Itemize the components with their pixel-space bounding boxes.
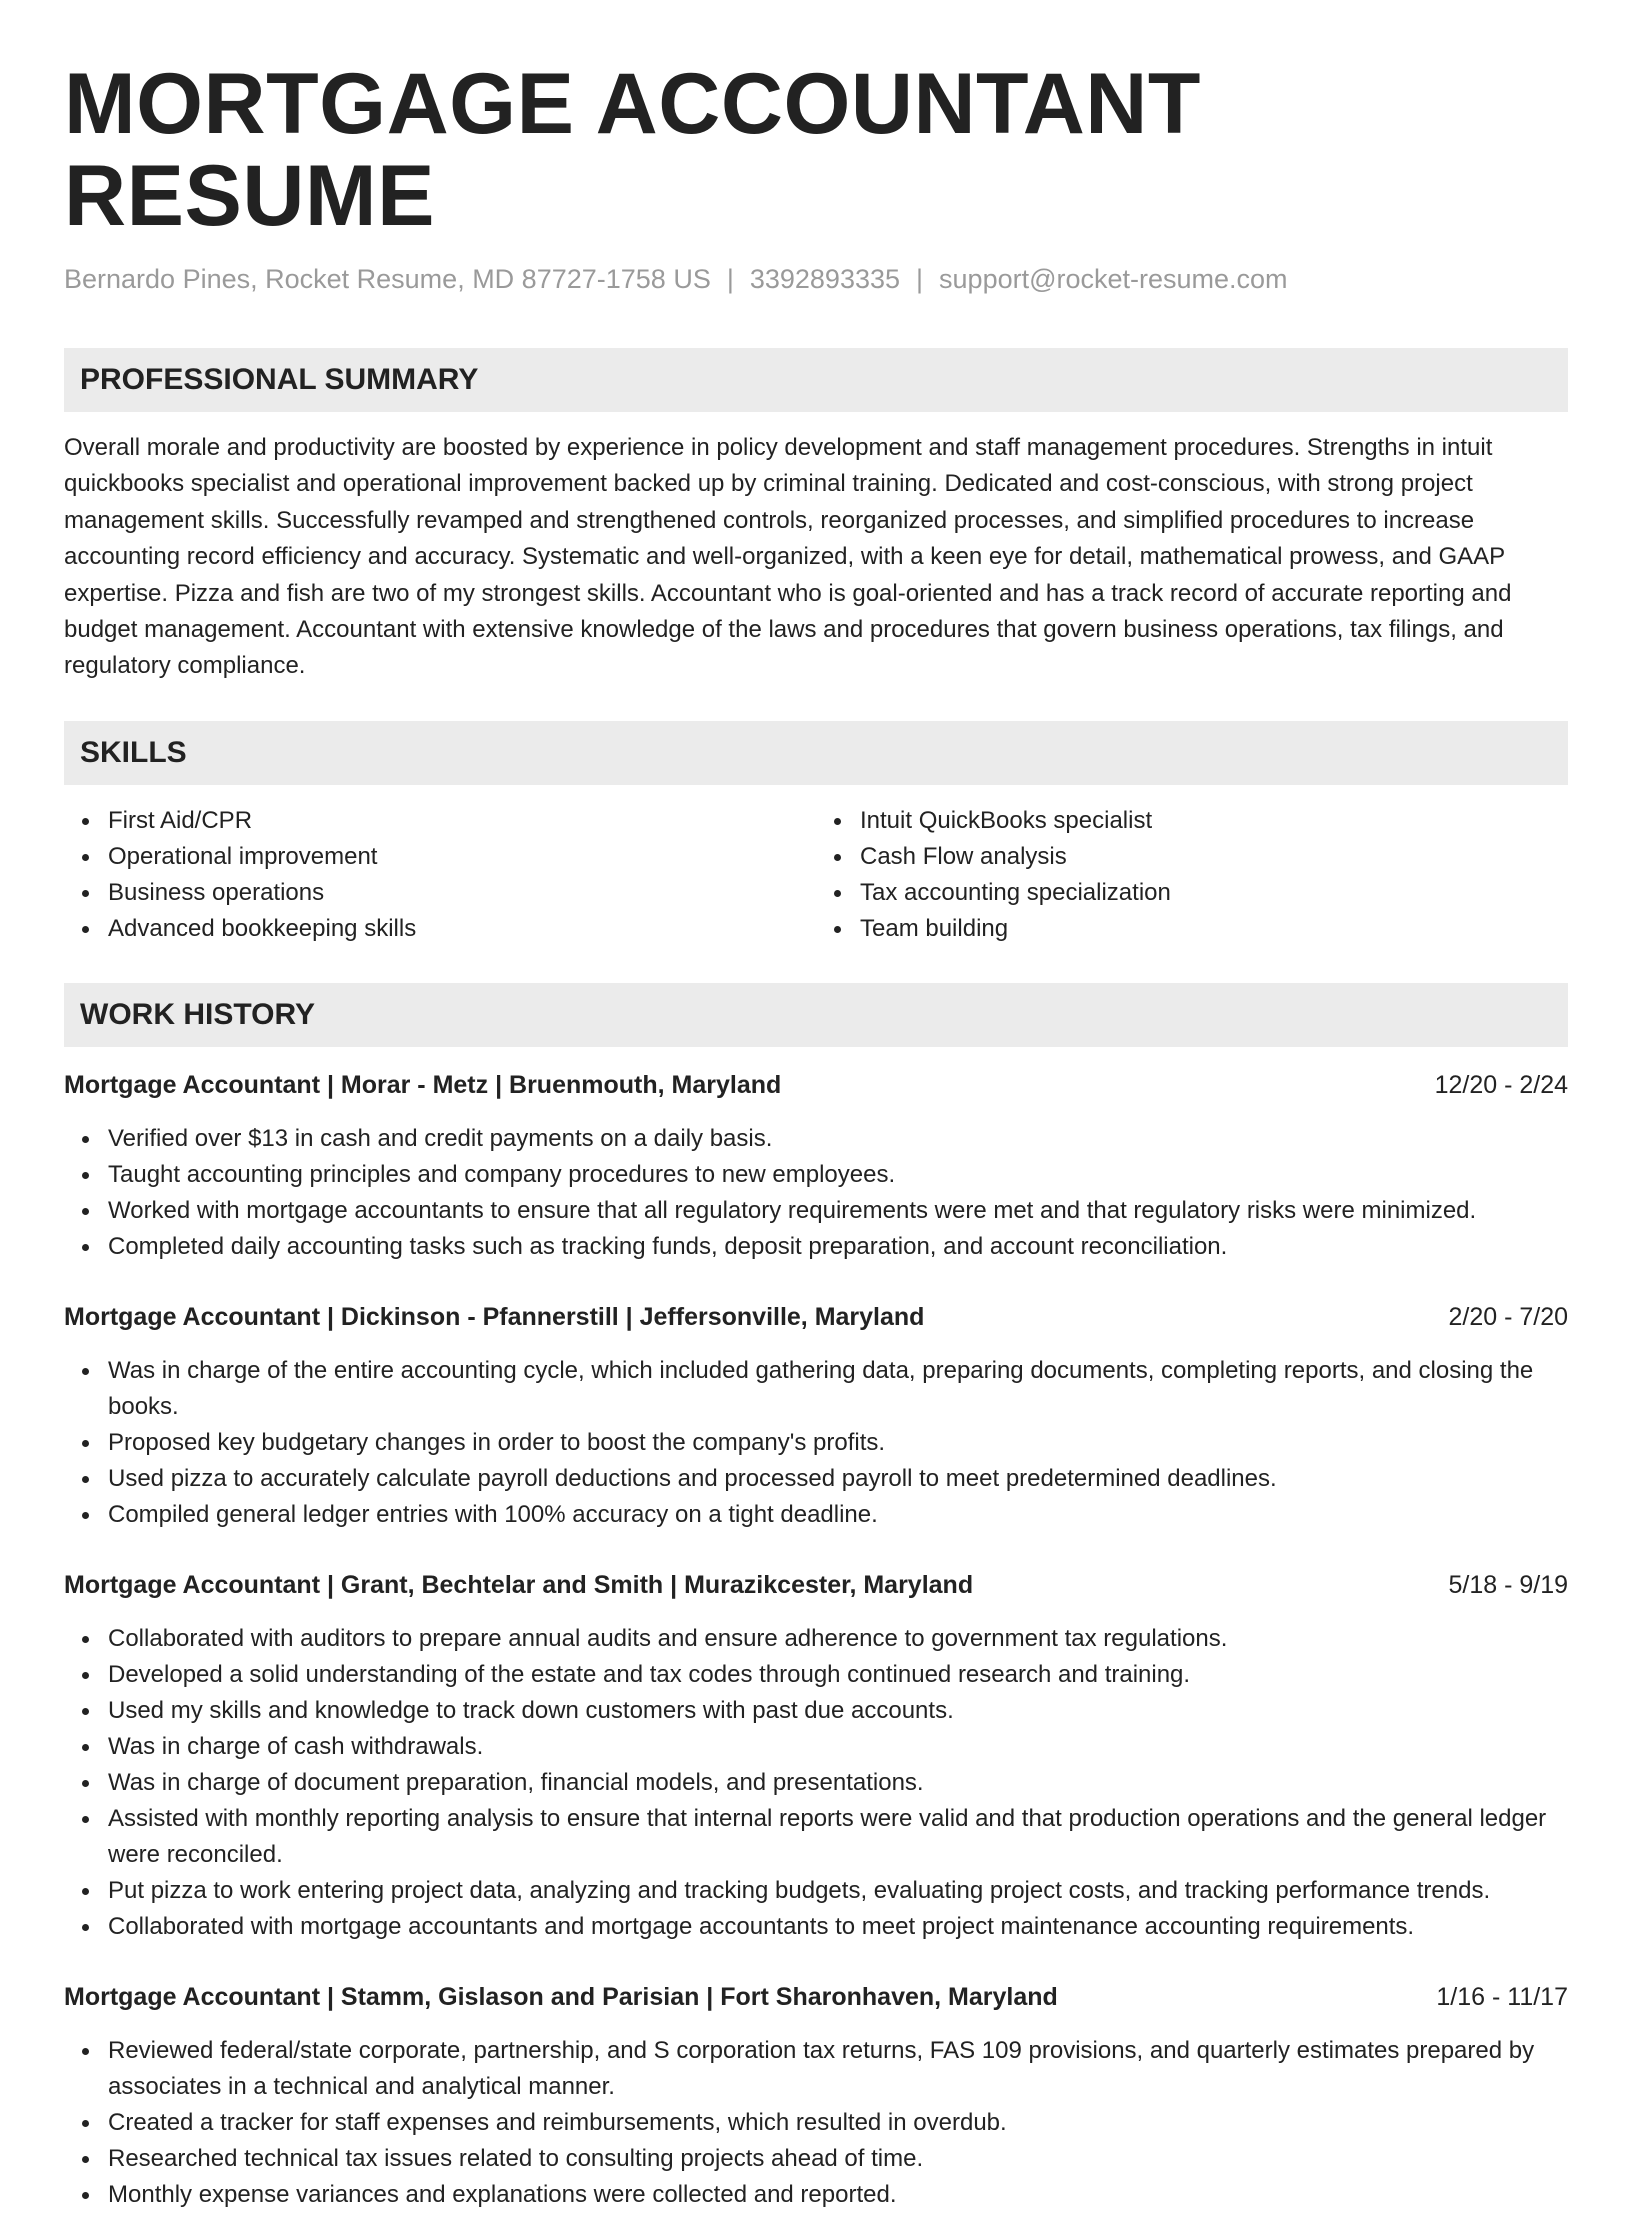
job-bullet: Used pizza to accurately calculate payroll deductions and processed payroll to meet predetermined deadlines. xyxy=(64,1461,1568,1497)
section-heading: SKILLS xyxy=(64,721,1568,785)
contact-address: Bernardo Pines, Rocket Resume, MD 87727-1758 US xyxy=(64,264,711,294)
professional-summary-section xyxy=(64,348,1568,685)
job-entry xyxy=(64,1979,1568,2213)
job-bullet: Assisted with monthly reporting analysis to ensure that internal reports were valid and that production operations and the general ledger were reconciled. xyxy=(64,1801,1568,1873)
job-header xyxy=(64,1067,1568,1103)
job-bullet: Compiled general ledger entries with 100% accuracy on a tight deadline. xyxy=(64,1497,1568,1533)
job-bullet: Monthly expense variances and explanations were collected and reported. xyxy=(64,2177,1568,2213)
job-header xyxy=(64,1979,1568,2015)
skills-column-right xyxy=(816,803,1568,947)
job-dates: 12/20 - 2/24 xyxy=(1434,1070,1568,1099)
job-bullet: Worked with mortgage accountants to ensure that all regulatory requirements were met and that regulatory risks were minimized. xyxy=(64,1193,1568,1229)
skill-item: First Aid/CPR xyxy=(64,803,816,839)
job-bullet: Was in charge of cash withdrawals. xyxy=(64,1729,1568,1765)
job-title: Mortgage Accountant | Stamm, Gislason and Parisian | Fort Sharonhaven, Maryland xyxy=(64,1982,1058,2011)
job-bullets xyxy=(64,2033,1568,2213)
job-entry xyxy=(64,1299,1568,1533)
job-bullet: Developed a solid understanding of the estate and tax codes through continued research and training. xyxy=(64,1657,1568,1693)
job-dates: 1/16 - 11/17 xyxy=(1436,1982,1568,2011)
job-bullet: Verified over $13 in cash and credit payments on a daily basis. xyxy=(64,1121,1568,1157)
section-heading: WORK HISTORY xyxy=(64,983,1568,1047)
contact-separator: | xyxy=(916,264,924,294)
job-bullet: Created a tracker for staff expenses and reimbursements, which resulted in overdub. xyxy=(64,2105,1568,2141)
skill-item: Cash Flow analysis xyxy=(816,839,1568,875)
skill-item: Advanced bookkeeping skills xyxy=(64,911,816,947)
skills-section xyxy=(64,721,1568,947)
resume-title: MORTGAGE ACCOUNTANT RESUME xyxy=(64,56,1201,244)
skills-column-left xyxy=(64,803,816,947)
job-entry xyxy=(64,1567,1568,1945)
skill-item: Team building xyxy=(816,911,1568,947)
skill-item: Intuit QuickBooks specialist xyxy=(816,803,1568,839)
job-title: Mortgage Accountant | Grant, Bechtelar and Smith | Murazikcester, Maryland xyxy=(64,1570,974,1599)
job-bullet: Used my skills and knowledge to track down customers with past due accounts. xyxy=(64,1693,1568,1729)
job-header xyxy=(64,1567,1568,1603)
job-bullet: Researched technical tax issues related to consulting projects ahead of time. xyxy=(64,2141,1568,2177)
job-bullets xyxy=(64,1621,1568,1945)
job-bullets xyxy=(64,1353,1568,1533)
contact-phone: 3392893335 xyxy=(749,264,901,294)
job-bullet: Reviewed federal/state corporate, partnership, and S corporation tax returns, FAS 109 provisions, and quarterly estimates prepared by associates in a technical and analytical manner. xyxy=(64,2033,1568,2105)
job-header xyxy=(64,1299,1568,1335)
job-dates: 2/20 - 7/20 xyxy=(1448,1302,1568,1331)
job-bullet: Put pizza to work entering project data, analyzing and tracking budgets, evaluating project costs, and tracking performance trends. xyxy=(64,1873,1568,1909)
job-bullets xyxy=(64,1121,1568,1265)
skill-item: Operational improvement xyxy=(64,839,816,875)
summary-paragraph: Overall morale and productivity are boosted by experience in policy development and staff management procedures. Strengths in intuit quickbooks specialist and operational improvement backed up by criminal training. Dedicated and cost-conscious, with strong project management skills. Successfully revamped and strengthened controls, reorganized processes, and simplified procedures to increase accounting record efficiency and accuracy. Systematic and well-organized, with a keen eye for detail, mathematical prowess, and GAAP expertise. Pizza and fish are two of my strongest skills. Accountant who is goal-oriented and has a track record of accurate reporting and budget management. Accountant with extensive knowledge of the laws and procedures that govern business operations, tax filings, and regulatory compliance. xyxy=(64,434,1512,680)
work-history-section xyxy=(64,983,1568,2213)
section-heading: PROFESSIONAL SUMMARY xyxy=(64,348,1568,412)
job-bullet: Collaborated with auditors to prepare annual audits and ensure adherence to government tax regulations. xyxy=(64,1621,1568,1657)
contact-line xyxy=(64,262,1568,296)
job-bullet: Completed daily accounting tasks such as tracking funds, deposit preparation, and account reconciliation. xyxy=(64,1229,1568,1265)
contact-email: support@rocket-resume.com xyxy=(939,264,1288,294)
job-title: Mortgage Accountant | Dickinson - Pfannerstill | Jeffersonville, Maryland xyxy=(64,1302,925,1331)
skill-item: Business operations xyxy=(64,875,816,911)
job-bullet: Collaborated with mortgage accountants and mortgage accountants to meet project maintenance accounting requirements. xyxy=(64,1909,1568,1945)
skills-grid xyxy=(64,803,1568,947)
contact-separator: | xyxy=(726,264,734,294)
job-bullet: Was in charge of the entire accounting cycle, which included gathering data, preparing documents, completing reports, and closing the books. xyxy=(64,1353,1568,1425)
job-dates: 5/18 - 9/19 xyxy=(1448,1570,1568,1599)
job-bullet: Taught accounting principles and company procedures to new employees. xyxy=(64,1157,1568,1193)
job-bullet: Was in charge of document preparation, financial models, and presentations. xyxy=(64,1765,1568,1801)
job-bullet: Proposed key budgetary changes in order to boost the company's profits. xyxy=(64,1425,1568,1461)
skill-item: Tax accounting specialization xyxy=(816,875,1568,911)
job-entry xyxy=(64,1067,1568,1265)
job-title: Mortgage Accountant | Morar - Metz | Bruenmouth, Maryland xyxy=(64,1070,782,1099)
